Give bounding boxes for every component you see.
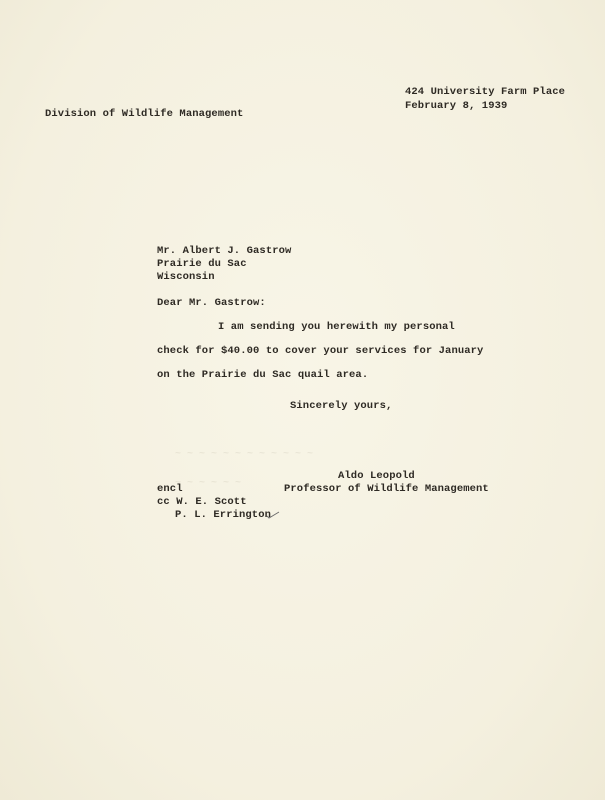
closing: Sincerely yours, — [290, 400, 393, 412]
signature-name: Aldo Leopold — [338, 470, 415, 482]
letter-date: February 8, 1939 — [405, 100, 508, 112]
body-line-1: I am sending you herewith my personal — [218, 321, 455, 333]
body-line-2: check for $40.00 to cover your services for January — [157, 345, 484, 357]
division-heading: Division of Wildlife Management — [45, 108, 244, 120]
sender-street: 424 University Farm Place — [405, 86, 566, 98]
signature-title: Professor of Wildlife Management — [284, 483, 489, 495]
bleed-through-mark: ~ ~ ~ ~ ~ ~ — [175, 478, 242, 489]
cc-line-2: P. L. Errington — [175, 509, 272, 521]
recipient-name: Mr. Albert J. Gastrow — [157, 245, 292, 257]
body-line-3: on the Prairie du Sac quail area. — [157, 369, 369, 381]
checkmark-icon — [266, 511, 280, 519]
enclosure-note: encl — [157, 483, 183, 495]
bleed-through-mark: ~ ~ ~ ~ ~ ~ ~ ~ ~ ~ ~ ~ — [175, 449, 314, 460]
recipient-state: Wisconsin — [157, 271, 215, 283]
cc-line-1: cc W. E. Scott — [157, 496, 247, 508]
salutation: Dear Mr. Gastrow: — [157, 297, 266, 309]
recipient-city: Prairie du Sac — [157, 258, 247, 270]
